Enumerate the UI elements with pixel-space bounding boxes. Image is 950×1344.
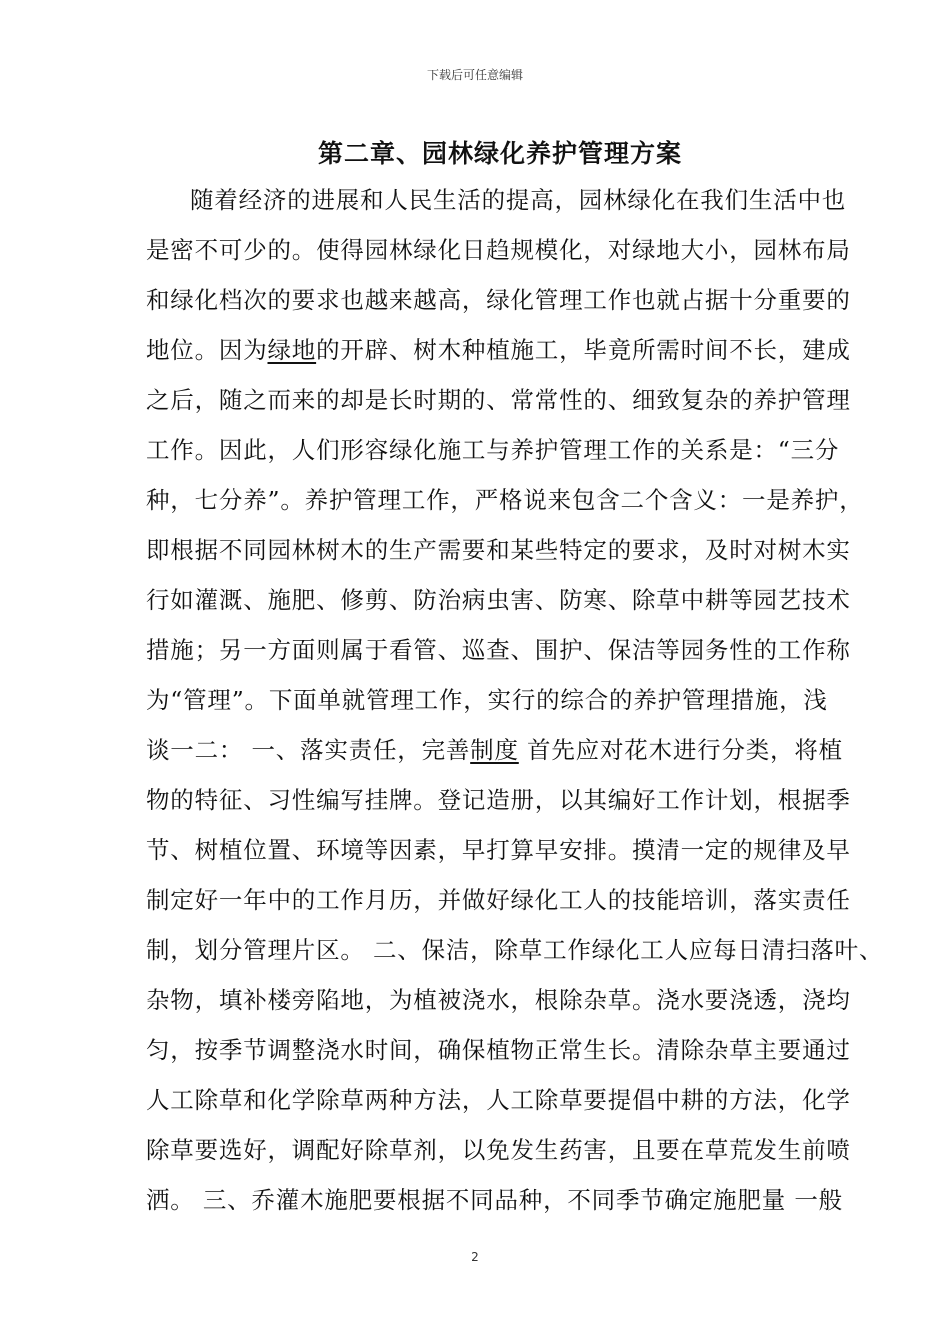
line-text: 地位。因为 (146, 336, 268, 364)
paragraph-line: 之后，随之而来的却是长时期的、常常性的、细致复杂的养护管理 (146, 386, 851, 414)
paragraph-line: 物的特征、习性编写挂牌。登记造册，以其编好工作计划，根据季 (146, 786, 851, 814)
paragraph-line: 种，七分养”。养护管理工作，严格说来包含二个含义：一是养护， (146, 486, 864, 514)
header-note: 下载后可任意编辑 (426, 68, 523, 82)
paragraph-line: 制定好一年中的工作月历，并做好绿化工人的技能培训，落实责任 (146, 886, 851, 914)
page-title: 第二章、园林绿化养护管理方案 (317, 139, 682, 168)
paragraph-line: 即根据不同园林树木的生产需要和某些特定的要求，及时对树木实 (146, 536, 851, 564)
paragraph-line: 除草要选好，调配好除草剂，以免发生药害，且要在草荒发生前喷 (146, 1136, 851, 1164)
paragraph-line (146, 735, 843, 765)
paragraph-line: 杂物，填补楼旁陷地，为植被浇水，根除杂草。浇水要浇透，浇均 (146, 986, 851, 1014)
hyperlink-zhidu[interactable]: 制度 (470, 736, 519, 764)
paragraph-line (146, 335, 851, 365)
line-text: 首先应对花木进行分类，将植 (518, 736, 843, 764)
paragraph-line: 制，划分管理片区。 二、保洁，除草工作绿化工人应每日清扫落叶、 (146, 936, 884, 964)
hyperlink-lvdi[interactable]: 绿地 (267, 336, 317, 364)
paragraph-line: 是密不可少的。使得园林绿化日趋规模化，对绿地大小，园林布局 (146, 236, 851, 264)
page-number: 2 (471, 1250, 479, 1264)
paragraph-line: 随着经济的进展和人民生活的提高，园林绿化在我们生活中也 (190, 186, 847, 214)
paragraph-line: 节、树植位置、环境等因素，早打算早安排。摸清一定的规律及早 (146, 836, 851, 864)
line-text: 的开辟、树木种植施工，毕竟所需时间不长，建成 (316, 336, 851, 364)
paragraph-line: 人工除草和化学除草两种方法，人工除草要提倡中耕的方法，化学 (146, 1086, 851, 1114)
paragraph-line: 工作。因此，人们形容绿化施工与养护管理工作的关系是：“三分 (146, 436, 840, 464)
paragraph-line: 匀，按季节调整浇水时间，确保植物正常生长。清除杂草主要通过 (146, 1036, 851, 1064)
paragraph-line: 洒。 三、乔灌木施肥要根据不同品种，不同季节确定施肥量 一般 (146, 1186, 843, 1214)
paragraph-line: 和绿化档次的要求也越来越高，绿化管理工作也就占据十分重要的 (146, 286, 851, 314)
paragraph-line: 行如灌溉、施肥、修剪、防治病虫害、防寒、除草中耕等园艺技术 (146, 586, 851, 614)
paragraph-line: 为“管理”。下面单就管理工作，实行的综合的养护管理措施，浅 (146, 686, 828, 714)
paragraph-line: 措施；另一方面则属于看管、巡查、围护、保洁等园务性的工作称 (146, 636, 851, 664)
line-text: 谈一二： 一、落实责任，完善 (146, 736, 471, 764)
